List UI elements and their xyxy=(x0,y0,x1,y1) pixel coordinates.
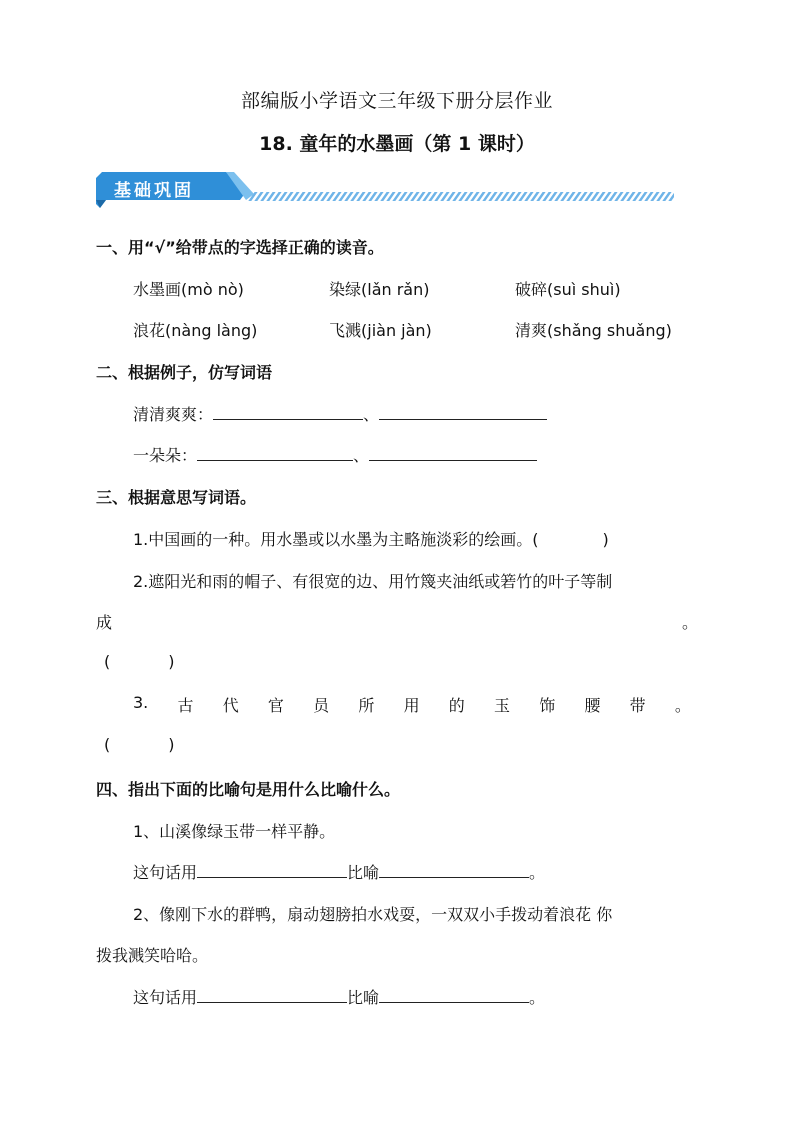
q3-item-3-char: 代 xyxy=(222,696,239,715)
q3-item-3-char: 玉 xyxy=(494,696,511,715)
series-title: 部编版小学语文三年级下册分层作业 xyxy=(240,90,553,112)
q3-item-3-char: 官 xyxy=(267,696,284,715)
q3-item-3-char: 古 xyxy=(177,696,194,715)
answer-blank[interactable] xyxy=(369,445,537,461)
q2-row-1-label: 清清爽爽： xyxy=(133,405,214,424)
q3-item-3-char: 所 xyxy=(358,696,375,715)
answer-blank[interactable] xyxy=(213,404,363,420)
lesson-title: 18. 童年的水墨画（第 1 课时） xyxy=(259,133,535,155)
answer-blank[interactable] xyxy=(379,987,529,1003)
q1-heading: 一、用“√”给带点的字选择正确的读音。 xyxy=(96,238,384,257)
paren-close: ) xyxy=(602,530,609,549)
section-banner xyxy=(96,170,676,210)
separator: 、 xyxy=(363,405,380,424)
q3-item-3 xyxy=(133,693,691,716)
paren-open: ( xyxy=(104,652,111,671)
q3-item-3-paren xyxy=(104,735,175,754)
banner-label: 基础巩固 xyxy=(114,181,194,201)
q3-item-3-char: 3. xyxy=(133,693,149,712)
q3-item-3-char: 饰 xyxy=(539,696,556,715)
q3-item-3-char: 员 xyxy=(313,696,330,715)
answer-blank[interactable] xyxy=(379,862,529,878)
paren-close: ) xyxy=(168,652,175,671)
q3-heading: 三、根据意思写词语。 xyxy=(96,488,257,507)
answer-middle: 比喻 xyxy=(347,988,380,1007)
q4-heading: 四、指出下面的比喻句是用什么比喻什么。 xyxy=(96,780,401,799)
q3-item-1 xyxy=(133,527,609,550)
answer-blank[interactable] xyxy=(197,445,353,461)
answer-blank[interactable] xyxy=(197,862,347,878)
q1-item: 染绿(lǎn rǎn) xyxy=(329,280,430,299)
q1-item: 破碎(suì shuì) xyxy=(515,280,621,299)
q1-item: 飞溅(jiàn jàn) xyxy=(329,321,432,340)
q3-item-2-line-2-start: 成 xyxy=(96,613,113,632)
q3-item-3-char: 带 xyxy=(629,696,646,715)
answer-prefix: 这句话用 xyxy=(133,988,198,1007)
q4-item-2-answer xyxy=(133,985,545,1008)
q3-item-2-paren xyxy=(104,652,175,671)
q3-item-3-char: 用 xyxy=(403,696,420,715)
answer-prefix: 这句话用 xyxy=(133,863,198,882)
q1-item: 清爽(shǎng shuǎng) xyxy=(515,321,672,340)
q4-item-2-line-1: 2、像刚下水的群鸭，扇动翅膀拍水戏耍，一双双小手拨动着浪花 你 xyxy=(133,905,613,924)
answer-blank[interactable] xyxy=(379,404,547,420)
q2-row-2-label: 一朵朵： xyxy=(133,446,198,465)
q4-item-1-answer xyxy=(133,860,545,883)
separator: 、 xyxy=(353,446,370,465)
q3-item-2-line-1: 2.遮阳光和雨的帽子、有很宽的边、用竹篾夹油纸或箬竹的叶子等制 xyxy=(133,572,613,591)
q3-item-3-char: 。 xyxy=(674,696,691,715)
answer-end: 。 xyxy=(529,988,546,1007)
q2-row-1 xyxy=(133,402,547,425)
paren-open: ( xyxy=(104,735,111,754)
q3-item-2-line-2-end: 。 xyxy=(682,613,699,632)
q1-item: 浪花(nàng làng) xyxy=(133,321,258,340)
answer-middle: 比喻 xyxy=(347,863,380,882)
paren-close: ) xyxy=(168,735,175,754)
q3-item-1-text: 1.中国画的一种。用水墨或以水墨为主略施淡彩的绘画。( xyxy=(133,530,539,549)
q3-item-3-char: 的 xyxy=(448,696,465,715)
q2-heading: 二、根据例子，仿写词语 xyxy=(96,363,273,382)
q1-item: 水墨画(mò nò) xyxy=(133,280,244,299)
q4-item-2-line-2: 拨我溅笑哈哈。 xyxy=(96,946,209,965)
q2-row-2 xyxy=(133,443,537,466)
answer-blank[interactable] xyxy=(197,987,347,1003)
answer-end: 。 xyxy=(529,863,546,882)
q4-item-1: 1、山溪像绿玉带一样平静。 xyxy=(133,822,336,841)
q3-item-3-char: 腰 xyxy=(584,696,601,715)
